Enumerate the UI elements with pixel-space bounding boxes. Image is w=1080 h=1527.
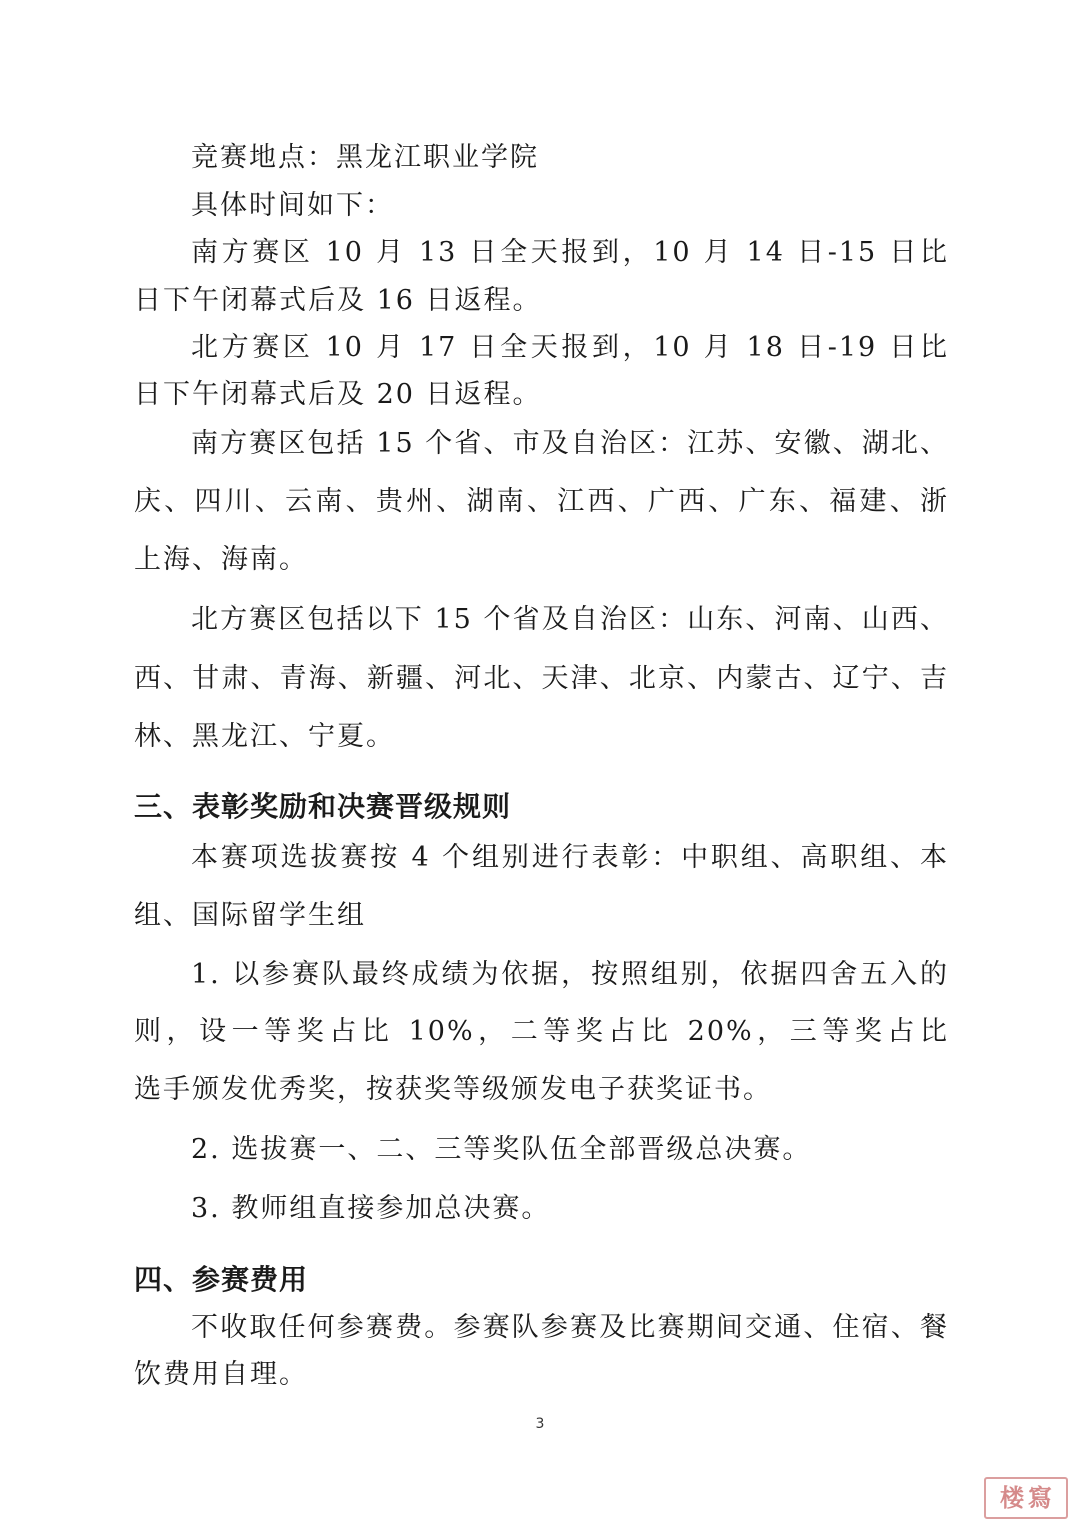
- north-schedule-line-1: 北方赛区 10 月 17 日全天报到，10 月 18 日-19 日比: [191, 332, 949, 363]
- north-region-line-1: 北方赛区包括以下 15 个省及自治区：山东、河南、山西、: [191, 604, 949, 635]
- awards-rule-1-line-3: 选手颁发优秀奖，按获奖等级颁发电子获奖证书。: [134, 1074, 772, 1105]
- south-region-line-3: 上海、海南。: [134, 544, 308, 575]
- watermark-seal: [984, 1477, 1068, 1519]
- section-heading-awards: 三、表彰奖励和决赛晋级规则: [134, 790, 512, 823]
- south-region-line-2: 庆、四川、云南、贵州、湖南、江西、广西、广东、福建、浙: [134, 486, 949, 517]
- south-schedule-line-2: 日下午闭幕式后及 16 日返程。: [134, 285, 542, 316]
- fees-line-2: 饮费用自理。: [134, 1359, 308, 1390]
- awards-line-1: 本赛项选拔赛按 4 个组别进行表彰：中职组、高职组、本: [191, 842, 949, 873]
- awards-rule-1-line-2: 则，设一等奖占比 10%，二等奖占比 20%，三等奖占比: [134, 1016, 949, 1047]
- fees-line-1: 不收取任何参赛费。参赛队参赛及比赛期间交通、住宿、餐: [191, 1312, 949, 1343]
- north-region-line-3: 林、黑龙江、宁夏。: [134, 721, 395, 752]
- south-region-line-1: 南方赛区包括 15 个省、市及自治区：江苏、安徽、湖北、: [191, 428, 949, 459]
- venue-line: 竞赛地点：黑龙江职业学院: [191, 142, 539, 173]
- awards-rule-1-line-1: 1. 以参赛队最终成绩为依据，按照组别，依据四舍五入的: [191, 959, 949, 990]
- section-heading-fees: 四、参赛费用: [134, 1263, 309, 1296]
- page-number: 3: [535, 1416, 545, 1432]
- awards-line-2: 组、国际留学生组: [134, 900, 366, 931]
- awards-rule-3: 3. 教师组直接参加总决赛。: [191, 1193, 551, 1224]
- watermark-char-right: 寫: [1028, 1483, 1052, 1512]
- north-region-line-2: 西、甘肃、青海、新疆、河北、天津、北京、内蒙古、辽宁、吉: [134, 663, 949, 694]
- schedule-intro-line: 具体时间如下：: [191, 190, 394, 221]
- south-schedule-line-1: 南方赛区 10 月 13 日全天报到，10 月 14 日-15 日比: [191, 237, 949, 268]
- awards-rule-2: 2. 选拔赛一、二、三等奖队伍全部晋级总决赛。: [191, 1134, 812, 1165]
- north-schedule-line-2: 日下午闭幕式后及 20 日返程。: [134, 379, 542, 410]
- watermark-char-left: 楼: [1000, 1483, 1024, 1512]
